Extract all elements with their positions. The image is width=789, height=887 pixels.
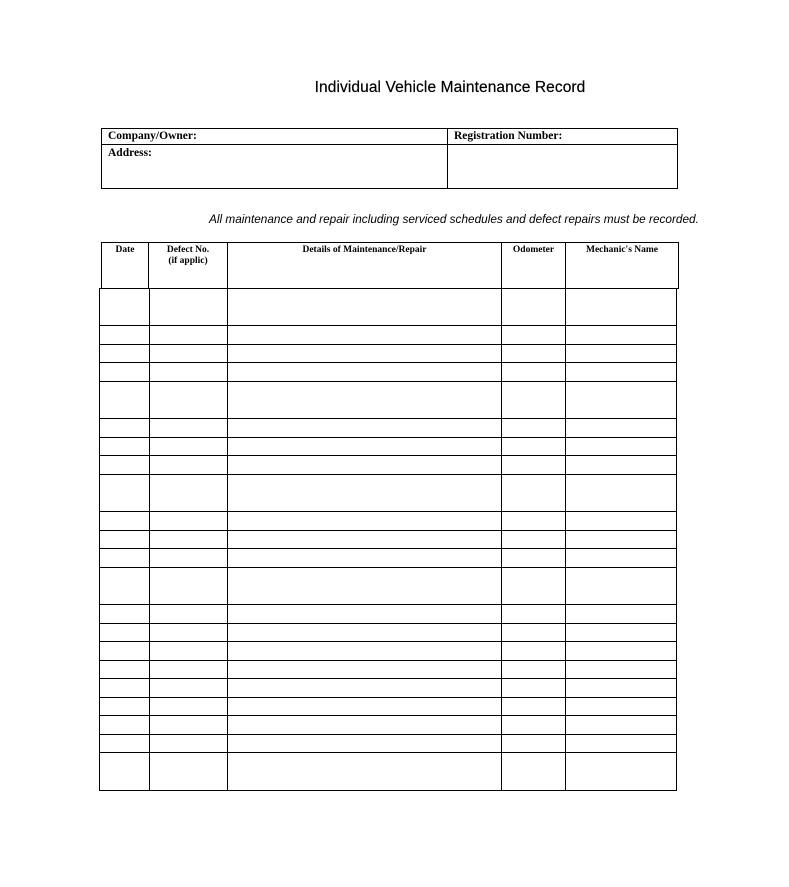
details-cell[interactable]: [228, 382, 500, 419]
address-field[interactable]: [162, 145, 446, 188]
date-cell[interactable]: [101, 568, 148, 605]
odometer-cell[interactable]: [502, 661, 564, 679]
odometer-cell[interactable]: [502, 289, 564, 326]
registration-number-field[interactable]: [448, 145, 677, 188]
mechanic-name-cell[interactable]: [566, 698, 675, 716]
mechanic-name-cell[interactable]: [566, 624, 675, 642]
odometer-cell[interactable]: [502, 438, 564, 456]
header-defect-no: [149, 245, 227, 267]
table-row: [100, 624, 676, 642]
date-cell[interactable]: [101, 735, 148, 753]
maintenance-log-body: [100, 289, 676, 790]
details-cell[interactable]: [228, 475, 500, 512]
table-row: [100, 679, 676, 698]
defect-no-cell[interactable]: [150, 382, 226, 419]
mechanic-name-cell[interactable]: [566, 679, 675, 698]
date-cell[interactable]: [101, 289, 148, 326]
defect-no-cell[interactable]: [150, 345, 226, 363]
date-cell[interactable]: [101, 549, 148, 568]
details-cell[interactable]: [228, 753, 500, 790]
table-row: [100, 735, 676, 753]
table-row: [100, 438, 676, 456]
details-cell[interactable]: [228, 642, 500, 661]
mechanic-name-cell[interactable]: [566, 326, 675, 345]
mechanic-name-cell[interactable]: [566, 345, 675, 363]
page-title: Individual Vehicle Maintenance Record: [314, 79, 586, 96]
mechanic-name-cell[interactable]: [566, 382, 675, 419]
mechanic-name-cell[interactable]: [566, 363, 675, 382]
table-row: [100, 605, 676, 624]
defect-no-cell[interactable]: [150, 512, 226, 531]
date-cell[interactable]: [101, 716, 148, 735]
address-label: Address:: [108, 147, 152, 159]
instruction-note: All maintenance and repair including serviced schedules and defect repairs must be recorded.: [209, 212, 699, 226]
defect-no-cell[interactable]: [150, 475, 226, 512]
header-defect-no-line1: Defect No.: [166, 245, 210, 255]
date-cell[interactable]: [101, 326, 148, 345]
defect-no-cell[interactable]: [150, 679, 226, 698]
details-cell[interactable]: [228, 289, 500, 326]
defect-no-cell[interactable]: [150, 456, 226, 475]
details-cell[interactable]: [228, 512, 500, 531]
date-cell[interactable]: [101, 475, 148, 512]
header-date: Date: [115, 245, 135, 255]
mechanic-name-cell[interactable]: [566, 605, 675, 624]
details-cell[interactable]: [228, 624, 500, 642]
details-cell[interactable]: [228, 735, 500, 753]
table-row: [100, 512, 676, 531]
odometer-cell[interactable]: [502, 549, 564, 568]
date-cell[interactable]: [101, 624, 148, 642]
table-row: [100, 661, 676, 679]
mechanic-name-cell[interactable]: [566, 438, 675, 456]
odometer-cell[interactable]: [502, 698, 564, 716]
details-cell[interactable]: [228, 679, 500, 698]
header-defect-no-line2: (if applic): [168, 256, 208, 266]
table-row: [100, 753, 676, 790]
odometer-cell[interactable]: [502, 456, 564, 475]
table-row: [100, 716, 676, 735]
table-row: [100, 345, 676, 363]
header-details: Details of Maintenance/Repair: [302, 245, 427, 255]
registration-number-label: Registration Number:: [454, 130, 563, 142]
odometer-cell[interactable]: [502, 605, 564, 624]
odometer-cell[interactable]: [502, 568, 564, 605]
table-row: [100, 289, 676, 326]
details-cell[interactable]: [228, 698, 500, 716]
table-row: [100, 568, 676, 605]
mechanic-name-cell[interactable]: [566, 661, 675, 679]
odometer-cell[interactable]: [502, 735, 564, 753]
odometer-cell[interactable]: [502, 345, 564, 363]
date-cell[interactable]: [101, 531, 148, 549]
odometer-cell[interactable]: [502, 642, 564, 661]
defect-no-cell[interactable]: [150, 363, 226, 382]
defect-no-cell[interactable]: [150, 605, 226, 624]
table-row: [100, 456, 676, 475]
mechanic-name-cell[interactable]: [566, 289, 675, 326]
mechanic-name-cell[interactable]: [566, 475, 675, 512]
odometer-cell[interactable]: [502, 753, 564, 790]
mechanic-name-cell[interactable]: [566, 642, 675, 661]
defect-no-cell[interactable]: [150, 326, 226, 345]
details-cell[interactable]: [228, 438, 500, 456]
details-cell[interactable]: [228, 345, 500, 363]
details-cell[interactable]: [228, 661, 500, 679]
mechanic-name-cell[interactable]: [566, 716, 675, 735]
mechanic-name-cell[interactable]: [566, 753, 675, 790]
details-cell[interactable]: [228, 456, 500, 475]
defect-no-cell[interactable]: [150, 698, 226, 716]
table-row: [100, 531, 676, 549]
date-cell[interactable]: [101, 642, 148, 661]
odometer-cell[interactable]: [502, 679, 564, 698]
vehicle-info-box: [101, 128, 678, 189]
defect-no-cell[interactable]: [150, 531, 226, 549]
odometer-cell[interactable]: [502, 475, 564, 512]
header-mechanic-name: Mechanic's Name: [585, 245, 659, 255]
date-cell[interactable]: [101, 698, 148, 716]
table-row: [100, 642, 676, 661]
details-cell[interactable]: [228, 326, 500, 345]
mechanic-name-cell[interactable]: [566, 531, 675, 549]
details-cell[interactable]: [228, 363, 500, 382]
mechanic-name-cell[interactable]: [566, 456, 675, 475]
date-cell[interactable]: [101, 419, 148, 438]
defect-no-cell[interactable]: [150, 642, 226, 661]
defect-no-cell[interactable]: [150, 716, 226, 735]
table-row: [100, 382, 676, 419]
date-cell[interactable]: [101, 456, 148, 475]
odometer-cell[interactable]: [502, 624, 564, 642]
date-cell[interactable]: [101, 363, 148, 382]
details-cell[interactable]: [228, 568, 500, 605]
date-cell[interactable]: [101, 753, 148, 790]
odometer-cell[interactable]: [502, 326, 564, 345]
table-row: [100, 698, 676, 716]
table-row: [100, 475, 676, 512]
table-row: [100, 549, 676, 568]
defect-no-cell[interactable]: [150, 568, 226, 605]
date-cell[interactable]: [101, 605, 148, 624]
odometer-cell[interactable]: [502, 531, 564, 549]
defect-no-cell[interactable]: [150, 624, 226, 642]
mechanic-name-cell[interactable]: [566, 549, 675, 568]
odometer-cell[interactable]: [502, 363, 564, 382]
table-header: [101, 242, 679, 289]
table-row: [100, 363, 676, 382]
odometer-cell[interactable]: [502, 382, 564, 419]
details-cell[interactable]: [228, 716, 500, 735]
defect-no-cell[interactable]: [150, 753, 226, 790]
details-cell[interactable]: [228, 605, 500, 624]
mechanic-name-cell[interactable]: [566, 735, 675, 753]
header-odometer: Odometer: [512, 245, 555, 255]
defect-no-cell[interactable]: [150, 438, 226, 456]
date-cell[interactable]: [101, 661, 148, 679]
odometer-cell[interactable]: [502, 512, 564, 531]
table-row: [100, 326, 676, 345]
mechanic-name-cell[interactable]: [566, 568, 675, 605]
details-cell[interactable]: [228, 549, 500, 568]
table-row: [100, 419, 676, 438]
mechanic-name-cell[interactable]: [566, 512, 675, 531]
details-cell[interactable]: [228, 419, 500, 438]
defect-no-cell[interactable]: [150, 661, 226, 679]
date-cell[interactable]: [101, 679, 148, 698]
defect-no-cell[interactable]: [150, 735, 226, 753]
defect-no-cell[interactable]: [150, 549, 226, 568]
details-cell[interactable]: [228, 531, 500, 549]
odometer-cell[interactable]: [502, 716, 564, 735]
mechanic-name-cell[interactable]: [566, 419, 675, 438]
company-owner-field[interactable]: [212, 129, 446, 144]
date-cell[interactable]: [101, 345, 148, 363]
maintenance-log-table: [99, 288, 677, 791]
date-cell[interactable]: [101, 382, 148, 419]
date-cell[interactable]: [101, 438, 148, 456]
defect-no-cell[interactable]: [150, 289, 226, 326]
date-cell[interactable]: [101, 512, 148, 531]
company-owner-label: Company/Owner:: [108, 130, 197, 142]
odometer-cell[interactable]: [502, 419, 564, 438]
defect-no-cell[interactable]: [150, 419, 226, 438]
